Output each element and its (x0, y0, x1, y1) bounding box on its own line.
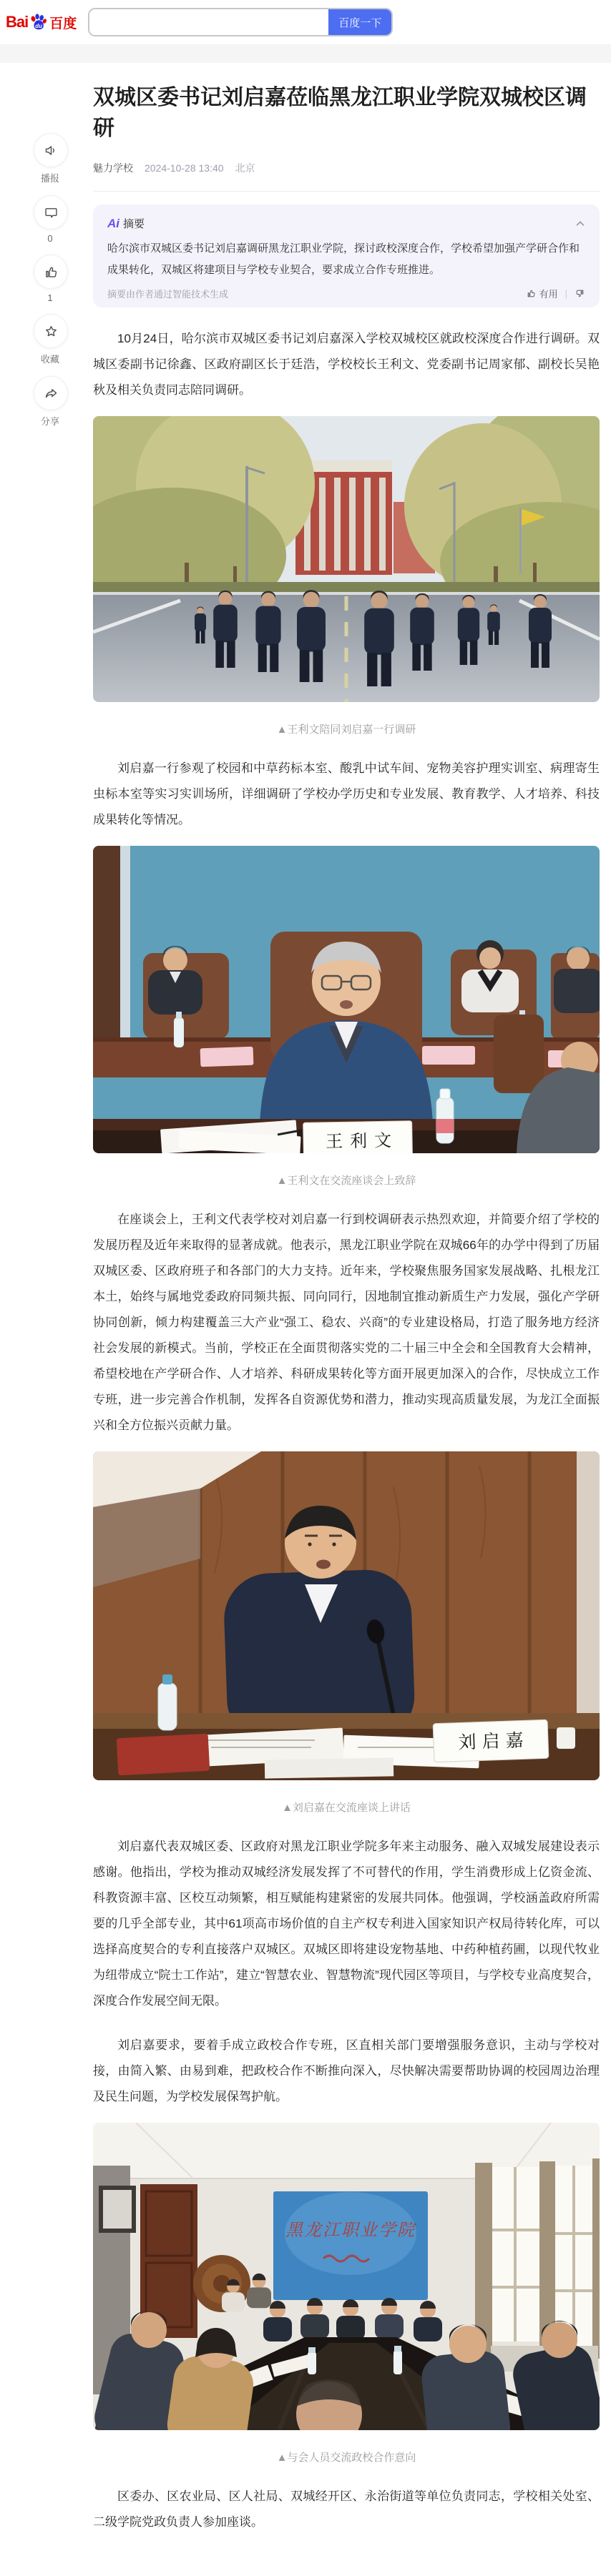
ai-summary-note: 摘要由作者通过智能技术生成 (107, 289, 229, 300)
baidu-logo-du: du (35, 22, 43, 29)
star-icon (44, 324, 59, 339)
photo-campus-walk-illustration (93, 416, 600, 702)
search-button[interactable]: 百度一下 (328, 9, 391, 35)
ai-useful-label: 有用 (539, 289, 558, 300)
search-input[interactable] (89, 9, 328, 35)
like-button[interactable] (34, 255, 68, 289)
photo-meeting-room[interactable] (93, 2123, 600, 2430)
photo-campus-walk[interactable] (93, 416, 600, 702)
baidu-logo-cn: 百度 (49, 16, 77, 31)
ai-dislike-button[interactable] (575, 288, 585, 299)
photo-speech-wang[interactable] (93, 846, 600, 1153)
ai-collapse-toggle[interactable] (575, 219, 585, 229)
speaker-icon (44, 143, 59, 158)
comment-button[interactable] (34, 195, 68, 230)
article (93, 83, 600, 2535)
paragraph-3: 在座谈会上，王利文代表学校对刘启嘉一行到校调研表示热烈欢迎，并简要介绍了学校的发展历程及近年来取得的显著成就。他表示，黑龙江职业学院在双城66年的办学中得到了历届双城区委、区政府班子和各部门的大力支持。近年来，学校聚焦服务国家发展战略、扎根龙江本土，始终与属地党委政府同频共振、同向同行，因地制宜推动新质生产力发展，强化产学研协同创新，倾力构建覆盖三大产业“强工、稳农、兴商”的专业建设格局，打造了服务地方经济社会发展的新模式。当前，学校正在全面贯彻落实党的二十届三中全会和全国教育大会精神，希望校地在产学研合作、人才培养、科研成果转化等方面开展更加深入的合作，尽快成立工作专班，进一步完善合作机制，发挥各自资源优势和潜力，推动实现高质量发展，为龙江全面振兴和全方位振兴贡献力量。 (93, 1213, 600, 1433)
baidu-logo-bai: Bai (6, 13, 29, 31)
search-bar (88, 8, 393, 36)
name-card-liu (433, 1719, 549, 1762)
ai-actions-separator: | (564, 288, 567, 300)
share-button[interactable] (34, 376, 68, 410)
baidu-paw-icon (29, 13, 47, 31)
name-card-text: 王利文 (325, 1131, 399, 1152)
red-folder (117, 1734, 210, 1776)
name-card-text: 刘启嘉 (458, 1730, 530, 1753)
page-title: 双城区委书记刘启嘉莅临黑龙江职业学院双城校区调研 (93, 86, 587, 140)
thumb-up-small-icon (526, 288, 537, 299)
paragraph-2: 刘启嘉一行参观了校园和中草药标本室、酸乳中试车间、宠物美容护理实训室、病理寄生虫标本室等实习实训场所，详细调研了学校办学历史和专业发展、教育教学、人才培养、科技成果转化等情况。 (93, 761, 600, 827)
blue-board (273, 2191, 428, 2300)
favorite-label: 收藏 (40, 354, 59, 365)
photo-caption: ▲王利文在交流座谈会上致辞 (276, 1175, 416, 1188)
paragraph-6: 区委办、区农业局、区人社局、双城经开区、永治街道等单位负责同志，学校相关处室、二级学院党政负责人参加座谈。 (93, 2489, 600, 2530)
paragraph-1: 10月24日，哈尔滨市双城区委书记刘启嘉深入学校双城校区就政校深度合作进行调研。双城区委副书记徐鑫、区政府副区长于廷浩，学校校长王利文、党委副书记周家郁、副校长吴艳秋及相关负责同志陪同调研。 (93, 332, 600, 398)
listen-button[interactable] (34, 133, 68, 167)
photo-speech-liu[interactable] (93, 1451, 600, 1780)
windows-and-curtains (475, 2158, 600, 2372)
favorite-button[interactable] (34, 314, 68, 348)
publish-datetime: 2024-10-28 13:40 (145, 162, 224, 174)
board-calligraphy-text: 黑龙江职业学院 (285, 2221, 416, 2241)
paragraph-4: 刘启嘉代表双城区委、区政府对黑龙江职业学院多年来主动服务、融入双城发展建设表示感谢。他指出，学校为推动双城经济发展发挥了不可替代的作用，学生消费形成上亿资金流、科教资源丰富、区校互动频繁，相互赋能构建紧密的发展共同体。他强调，学校涵盖政府所需要的几乎全部专业，其中61项高市场价值的自主产权专利进入国家知识产权局待转化库，可以选择高度契合的专利直接落户双城区。双城区即将建设宠物基地、中药种植药圃，以现代牧业为纽带成立“院士工作站”，建立“智慧农业、智慧物流”现代园区等项目，与学校专业高度契合，深度合作发展空间无限。 (93, 1840, 600, 2008)
paragraph-5: 刘启嘉要求，要着手成立政校合作专班，区直相关部门要增强服务意识，主动与学校对接，由简入繁、由易到难，把政校合作不断推向深入，尽快解决需要帮助协调的校园周边治理及民生问题，为学校发展保驾护航。 (93, 2038, 600, 2104)
ai-useful-button[interactable] (526, 287, 558, 300)
baidu-logo[interactable] (6, 13, 77, 32)
like-count: 1 (47, 292, 53, 303)
name-card-wang (303, 1121, 413, 1153)
ai-summary-card (93, 204, 600, 307)
listen-label: 播报 (40, 173, 59, 184)
share-label: 分享 (40, 416, 59, 427)
share-icon (44, 386, 59, 401)
author-name[interactable]: 魅力学校 (93, 162, 133, 174)
thumb-up-icon (44, 265, 59, 280)
photo-speech-wang-illustration (93, 846, 600, 1153)
chevron-up-icon (575, 219, 585, 229)
photo-caption: ▲王利文陪同刘启嘉一行调研 (276, 724, 416, 736)
ai-summary-text: 哈尔滨市双城区委书记刘启嘉调研黑龙江职业学院，探讨政校深度合作，学校希望加强产学研合作和成果转化，双城区将建项目与学校专业契合，要求成立合作专班推进。 (107, 242, 580, 277)
meta-divider (93, 191, 600, 192)
comment-icon (44, 205, 59, 220)
article-meta (93, 161, 600, 175)
thumb-down-small-icon (575, 288, 585, 299)
comment-count: 0 (47, 233, 53, 244)
publish-location: 北京 (235, 162, 255, 174)
header-divider-band (0, 44, 611, 63)
top-bar (0, 0, 611, 44)
photo-caption: ▲刘启嘉在交流座谈上讲话 (282, 1802, 411, 1815)
ai-logo: Ai (107, 216, 119, 230)
photo-speech-liu-illustration (93, 1451, 600, 1780)
photo-caption: ▲与会人员交流政校合作意向 (276, 2452, 416, 2464)
ai-summary-label: 摘要 (123, 218, 145, 231)
photo-meeting-room-illustration (93, 2123, 600, 2430)
side-toolbar (34, 133, 67, 438)
